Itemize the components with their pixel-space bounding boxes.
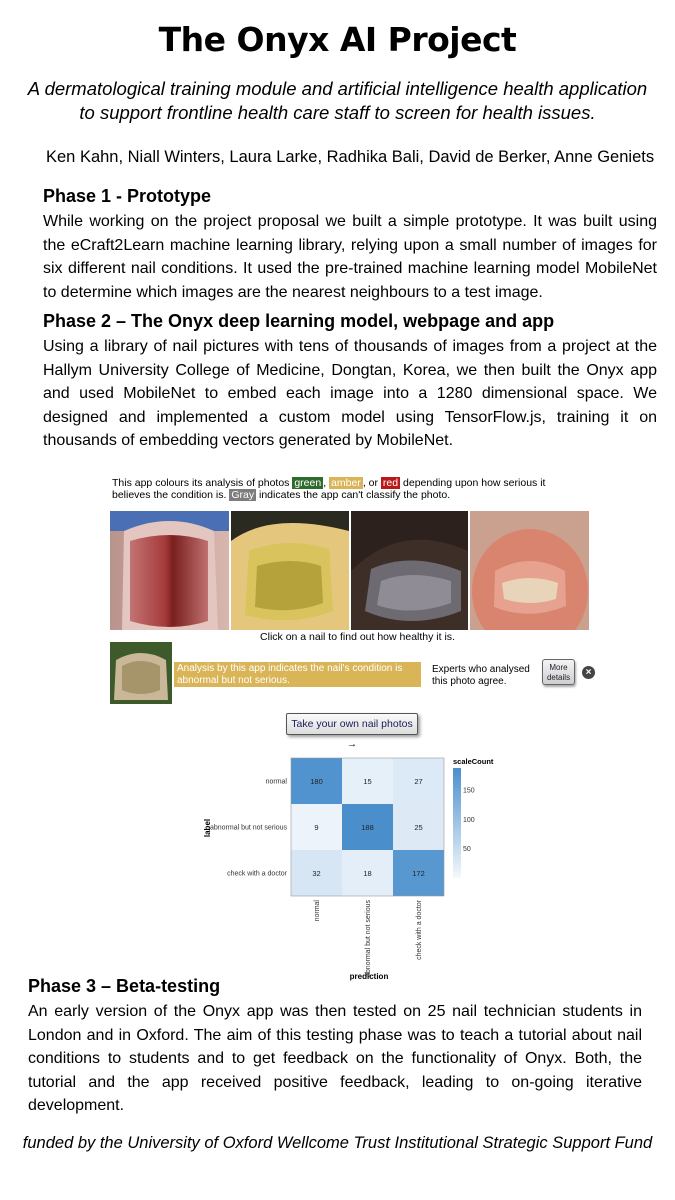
matrix-value: 18 bbox=[363, 869, 372, 878]
row-tick-label: abnormal but not serious bbox=[209, 824, 287, 832]
nail-photo-1[interactable] bbox=[110, 511, 229, 630]
chip-amber: amber bbox=[331, 477, 361, 489]
more-details-button[interactable]: More details bbox=[542, 659, 575, 685]
app-caption: This app colours its analysis of photos green , amber , or red depending upon how serious it believes the condition is. Gray indicates the app can't classify the photo. bbox=[112, 477, 546, 501]
matrix-value: 25 bbox=[414, 823, 423, 832]
funding-note: funded by the University of Oxford Wellcome Trust Institutional Strategic Support Fund bbox=[22, 1134, 653, 1152]
x-axis-label: prediction bbox=[349, 972, 389, 981]
col-tick-label: check with a doctor bbox=[416, 900, 423, 960]
col-tick-label: normal bbox=[314, 900, 321, 922]
row-tick-label: normal bbox=[265, 778, 287, 786]
chip-gray: Gray bbox=[231, 489, 255, 501]
matrix-value: 180 bbox=[310, 777, 323, 786]
legend-tick: 100 bbox=[463, 816, 475, 824]
authors: Ken Kahn, Niall Winters, Laura Larke, Radhika Bali, David de Berker, Anne Geniets bbox=[46, 148, 655, 166]
matrix-value: 15 bbox=[363, 777, 372, 786]
chip-green: green bbox=[294, 477, 322, 489]
col-tick-label: abnormal but not serious bbox=[365, 900, 372, 978]
matrix-value: 32 bbox=[312, 869, 321, 878]
analysis-row bbox=[110, 642, 600, 704]
analysis-result: Analysis by this app indicates the nail's condition is abnormal but not serious. bbox=[174, 662, 421, 687]
click-instruction: Click on a nail to find out how healthy it is. bbox=[260, 631, 455, 643]
matrix-value: 188 bbox=[361, 823, 374, 832]
phase1-body: While working on the project proposal we built a simple prototype. It was built using the eCraft2Learn machine learning library, relying upon a small number of images for six different nail conditions. It used the pre-trained machine learning model MobileNet to determine which images are the nearest neighbours to a test image. bbox=[43, 213, 657, 301]
matrix-value: 27 bbox=[414, 777, 423, 786]
legend-title: scaleCount bbox=[453, 757, 494, 766]
nail-photo-3[interactable] bbox=[351, 511, 468, 630]
y-axis-label: label bbox=[203, 818, 212, 838]
phase1-heading: Phase 1 - Prototype bbox=[43, 186, 212, 206]
phase2-heading: Phase 2 – The Onyx deep learning model, webpage and app bbox=[43, 311, 555, 331]
matrix-value: 9 bbox=[314, 823, 319, 832]
nail-photo-2[interactable] bbox=[231, 511, 349, 630]
confusion-matrix-chart bbox=[190, 750, 500, 985]
chip-red: red bbox=[382, 477, 399, 489]
nail-photo-4[interactable] bbox=[470, 511, 589, 630]
phase2-body: Using a library of nail pictures with tens of thousands of images from a project at the Hallym University College of Medicine, Dongtan, Korea, we then built the Onyx app and used MobileNet to embed each image into a 1280 dimensional space. We designed and implemented a custom model using TensorFlow.js, training it on thousands of embedding vectors generated by MobileNet. bbox=[43, 338, 657, 449]
subtitle: A dermatological training module and artificial intelligence health application to support frontline health care staff to screen for health issues. bbox=[27, 78, 648, 123]
legend-colorbar bbox=[453, 768, 461, 878]
selected-nail-thumbnail bbox=[110, 642, 172, 704]
close-icon[interactable]: × bbox=[582, 666, 595, 679]
phase3-body: An early version of the Onyx app was then tested on 25 nail technician students in London and in Oxford. The aim of this testing phase was to teach a tutorial about nail conditions to students and to get feedback on the functionality of Onyx. Both, the tutorial and the app received positive feedback, leading to on-going iterative development. bbox=[28, 1003, 642, 1114]
legend-tick: 50 bbox=[463, 846, 471, 854]
row-tick-label: check with a doctor bbox=[227, 870, 287, 878]
phase3-heading: Phase 3 – Beta-testing bbox=[28, 976, 221, 996]
experts-agreement: Experts who analysed this photo agree. bbox=[432, 664, 530, 687]
matrix-value: 172 bbox=[412, 869, 425, 878]
page-title: The Onyx AI Project bbox=[158, 20, 517, 59]
legend-tick: 150 bbox=[463, 787, 475, 795]
take-photo-button[interactable]: Take your own nail photos → bbox=[286, 713, 418, 735]
